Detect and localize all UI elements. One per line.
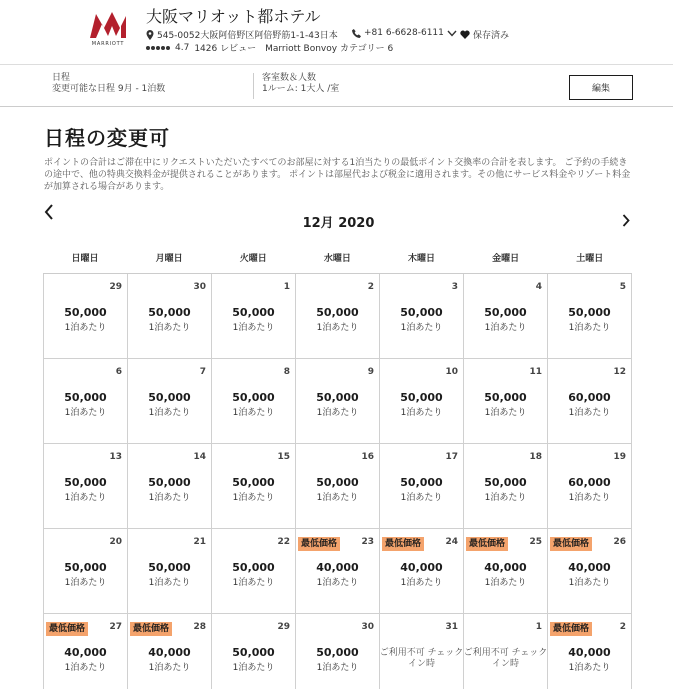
calendar-day-cell[interactable] <box>464 359 548 444</box>
points-value: 50,000 <box>316 476 359 489</box>
per-night-label: 1泊あたり <box>64 408 107 418</box>
calendar-day-cell[interactable] <box>548 614 632 689</box>
points-value: 50,000 <box>484 476 527 489</box>
day-number: 26 <box>613 537 626 547</box>
weekday-header <box>43 251 632 264</box>
summary-divider <box>253 73 254 99</box>
day-number: 16 <box>361 452 374 462</box>
points-value: 40,000 <box>484 561 527 574</box>
phone-row <box>352 28 457 38</box>
location-pin-icon <box>146 30 154 40</box>
per-night-label: 1泊あたり <box>568 408 611 418</box>
day-number: 3 <box>451 282 458 292</box>
calendar-day-cell[interactable] <box>44 359 128 444</box>
day-number: 23 <box>361 537 374 547</box>
day-number: 11 <box>529 367 542 377</box>
calendar-day-cell[interactable] <box>44 529 128 614</box>
points-value: 50,000 <box>148 306 191 319</box>
phone-icon <box>352 29 361 38</box>
per-night-label: 1泊あたり <box>64 663 107 673</box>
points-value: 50,000 <box>232 646 275 659</box>
day-number: 2 <box>367 282 374 292</box>
per-night-label: 1泊あたり <box>148 578 191 588</box>
day-number: 15 <box>277 452 290 462</box>
per-night-label: 1泊あたり <box>316 323 359 333</box>
points-value: 50,000 <box>64 391 107 404</box>
rating-row <box>146 41 393 54</box>
day-number: 21 <box>193 537 206 547</box>
calendar-day-cell[interactable] <box>380 444 464 529</box>
points-value: 40,000 <box>316 561 359 574</box>
calendar-day-cell[interactable] <box>548 529 632 614</box>
per-night-label: 1泊あたり <box>400 578 443 588</box>
day-number: 12 <box>613 367 626 377</box>
calendar-grid <box>43 274 632 689</box>
dates-summary <box>52 73 165 95</box>
lowest-price-badge: 最低価格 <box>382 537 424 551</box>
calendar-day-cell[interactable] <box>128 274 212 359</box>
points-value: 50,000 <box>400 391 443 404</box>
per-night-label: 1泊あたり <box>484 323 527 333</box>
per-night-label: 1泊あたり <box>148 493 191 503</box>
day-number: 2 <box>619 622 626 632</box>
saved-label[interactable]: 保存済み <box>473 31 510 41</box>
per-night-label: 1泊あたり <box>484 493 527 503</box>
points-value: 50,000 <box>232 306 275 319</box>
per-night-label: 1泊あたり <box>400 323 443 333</box>
points-value: 50,000 <box>316 646 359 659</box>
day-number: 6 <box>115 367 122 377</box>
lowest-price-badge: 最低価格 <box>466 537 508 551</box>
calendar-day-cell[interactable] <box>296 274 380 359</box>
day-number: 24 <box>445 537 458 547</box>
per-night-label: 1泊あたり <box>232 408 275 418</box>
calendar-day-cell[interactable] <box>464 274 548 359</box>
points-value: 50,000 <box>232 561 275 574</box>
day-number: 22 <box>277 537 290 547</box>
calendar-day-cell[interactable] <box>296 444 380 529</box>
points-value: 60,000 <box>568 476 611 489</box>
points-value: 50,000 <box>148 391 191 404</box>
day-number: 1 <box>283 282 290 292</box>
per-night-label: 1泊あたり <box>64 323 107 333</box>
rooms-label: 客室数＆人数 <box>262 73 317 83</box>
points-value: 60,000 <box>568 391 611 404</box>
day-number: 19 <box>613 452 626 462</box>
day-number: 30 <box>361 622 374 632</box>
day-number: 20 <box>109 537 122 547</box>
day-number: 9 <box>367 367 374 377</box>
weekday-fri: 金曜日 <box>492 254 520 264</box>
per-night-label: 1泊あたり <box>64 493 107 503</box>
lowest-price-badge: 最低価格 <box>550 622 592 636</box>
day-number: 14 <box>193 452 206 462</box>
points-value: 40,000 <box>400 561 443 574</box>
day-number: 30 <box>193 282 206 292</box>
rooms-value: 1ルーム: 1大人 /室 <box>262 84 340 94</box>
day-number: 5 <box>619 282 626 292</box>
points-value: 50,000 <box>400 306 443 319</box>
day-number: 28 <box>193 622 206 632</box>
per-night-label: 1泊あたり <box>568 578 611 588</box>
per-night-label: 1泊あたり <box>400 493 443 503</box>
per-night-label: 1泊あたり <box>64 578 107 588</box>
points-value: 40,000 <box>568 646 611 659</box>
per-night-label: 1泊あたり <box>568 493 611 503</box>
per-night-label: 1泊あたり <box>148 663 191 673</box>
edit-button[interactable]: 編集 <box>569 75 633 100</box>
next-month-button[interactable] <box>622 214 630 231</box>
calendar-day-cell[interactable] <box>128 614 212 689</box>
calendar-day-cell[interactable] <box>212 444 296 529</box>
calendar-day-cell[interactable] <box>212 529 296 614</box>
per-night-label: 1泊あたり <box>568 663 611 673</box>
weekday-wed: 水曜日 <box>323 254 351 264</box>
day-number: 4 <box>535 282 542 292</box>
calendar-day-cell[interactable] <box>464 529 548 614</box>
lowest-price-badge: 最低価格 <box>130 622 172 636</box>
per-night-label: 1泊あたり <box>148 408 191 418</box>
day-number: 10 <box>445 367 458 377</box>
hotel-header <box>0 0 673 62</box>
hotel-address[interactable]: 545-0052大阪阿倍野区阿倍野筋1-1-43日本 <box>157 31 338 41</box>
points-value: 50,000 <box>400 476 443 489</box>
points-value: 50,000 <box>484 306 527 319</box>
calendar-day-cell[interactable] <box>128 529 212 614</box>
per-night-label: 1泊あたり <box>400 408 443 418</box>
per-night-label: 1泊あたり <box>484 408 527 418</box>
points-value: 50,000 <box>64 306 107 319</box>
points-value: 50,000 <box>148 476 191 489</box>
dates-value: 変更可能な日程 9月 - 1泊数 <box>52 84 166 94</box>
points-value: 50,000 <box>568 306 611 319</box>
weekday-mon: 月曜日 <box>155 254 183 264</box>
day-number: 29 <box>277 622 290 632</box>
unavailable-label: ご利用不可 チェックイン時 <box>379 648 464 669</box>
day-number: 18 <box>529 452 542 462</box>
per-night-label: 1泊あたり <box>316 408 359 418</box>
search-summary-bar <box>0 64 673 107</box>
lowest-price-badge: 最低価格 <box>298 537 340 551</box>
calendar-day-cell[interactable] <box>548 274 632 359</box>
heart-icon <box>460 30 470 39</box>
calendar-day-cell[interactable] <box>212 614 296 689</box>
calendar-day-cell[interactable] <box>548 444 632 529</box>
weekday-tue: 火曜日 <box>239 254 267 264</box>
calendar-day-cell[interactable] <box>464 444 548 529</box>
day-number: 25 <box>529 537 542 547</box>
address-row <box>146 28 338 41</box>
rating-dots-icon <box>146 46 170 50</box>
per-night-label: 1泊あたり <box>316 493 359 503</box>
day-number: 1 <box>535 622 542 632</box>
calendar-day-cell[interactable] <box>548 359 632 444</box>
calendar-day-cell[interactable] <box>296 614 380 689</box>
calendar-day-cell[interactable] <box>128 444 212 529</box>
calendar-day-cell[interactable] <box>464 614 548 689</box>
day-number: 8 <box>283 367 290 377</box>
calendar-day-cell[interactable] <box>212 359 296 444</box>
weekday-sun: 日曜日 <box>71 254 99 264</box>
day-number: 27 <box>109 622 122 632</box>
points-description: ポイントの合計はご滞在中にリクエストいただいたすべてのお部屋に対する1泊当たりの最低ポイント交換率の合計を表します。 ご予約の手続きの途中で、他の特典交換料金が提供されることがあります。 ポイントは部屋代および税金に適用されます。その他にサービス料金やリゾート料金が加算される場合があります。 <box>44 158 631 192</box>
weekday-thu: 木曜日 <box>408 254 436 264</box>
page-title: 日程の変更可 <box>44 126 170 150</box>
points-value: 50,000 <box>316 391 359 404</box>
per-night-label: 1泊あたり <box>232 578 275 588</box>
review-count[interactable]: 1426 レビュー <box>194 44 257 54</box>
per-night-label: 1泊あたり <box>568 323 611 333</box>
calendar-day-cell[interactable] <box>212 274 296 359</box>
saved-row[interactable] <box>460 28 509 41</box>
lowest-price-badge: 最低価格 <box>550 537 592 551</box>
calendar-day-cell[interactable] <box>380 614 464 689</box>
points-value: 50,000 <box>232 476 275 489</box>
per-night-label: 1泊あたり <box>148 323 191 333</box>
calendar-day-cell[interactable] <box>44 614 128 689</box>
weekday-sat: 土曜日 <box>576 254 604 264</box>
day-number: 7 <box>199 367 206 377</box>
calendar-day-cell[interactable] <box>296 529 380 614</box>
per-night-label: 1泊あたり <box>232 663 275 673</box>
calendar-day-cell[interactable] <box>296 359 380 444</box>
day-number: 29 <box>109 282 122 292</box>
hotel-phone[interactable]: +81 6-6628-6111 <box>364 28 444 38</box>
chevron-right-icon <box>622 214 630 227</box>
day-number: 17 <box>445 452 458 462</box>
marriott-logo[interactable] <box>82 8 134 50</box>
rooms-summary <box>262 73 339 95</box>
points-value: 50,000 <box>316 306 359 319</box>
rating-value: 4.7 <box>175 42 190 53</box>
hotel-name[interactable]: 大阪マリオット都ホテル <box>146 7 321 26</box>
calendar-day-cell[interactable] <box>44 444 128 529</box>
day-number: 13 <box>109 452 122 462</box>
dates-label: 日程 <box>52 73 71 83</box>
points-value: 50,000 <box>64 476 107 489</box>
per-night-label: 1泊あたり <box>316 663 359 673</box>
chevron-down-icon[interactable] <box>447 30 457 37</box>
calendar-day-cell[interactable] <box>380 359 464 444</box>
per-night-label: 1泊あたり <box>232 493 275 503</box>
lowest-price-badge: 最低価格 <box>46 622 88 636</box>
day-number: 31 <box>445 622 458 632</box>
per-night-label: 1泊あたり <box>232 323 275 333</box>
unavailable-label: ご利用不可 チェックイン時 <box>463 648 548 669</box>
calendar-day-cell[interactable] <box>44 274 128 359</box>
marriott-m-icon <box>82 8 134 42</box>
points-value: 40,000 <box>148 646 191 659</box>
month-title: 12月 2020 <box>302 216 375 231</box>
calendar-day-cell[interactable] <box>128 359 212 444</box>
logo-wordmark: MARRIOTT <box>91 41 125 47</box>
points-value: 40,000 <box>64 646 107 659</box>
points-value: 40,000 <box>568 561 611 574</box>
points-value: 50,000 <box>484 391 527 404</box>
per-night-label: 1泊あたり <box>484 578 527 588</box>
per-night-label: 1泊あたり <box>316 578 359 588</box>
calendar-day-cell[interactable] <box>380 529 464 614</box>
points-value: 50,000 <box>232 391 275 404</box>
calendar-day-cell[interactable] <box>380 274 464 359</box>
points-value: 50,000 <box>64 561 107 574</box>
hotel-category: Marriott Bonvoy カテゴリー 6 <box>265 44 394 54</box>
points-value: 50,000 <box>148 561 191 574</box>
